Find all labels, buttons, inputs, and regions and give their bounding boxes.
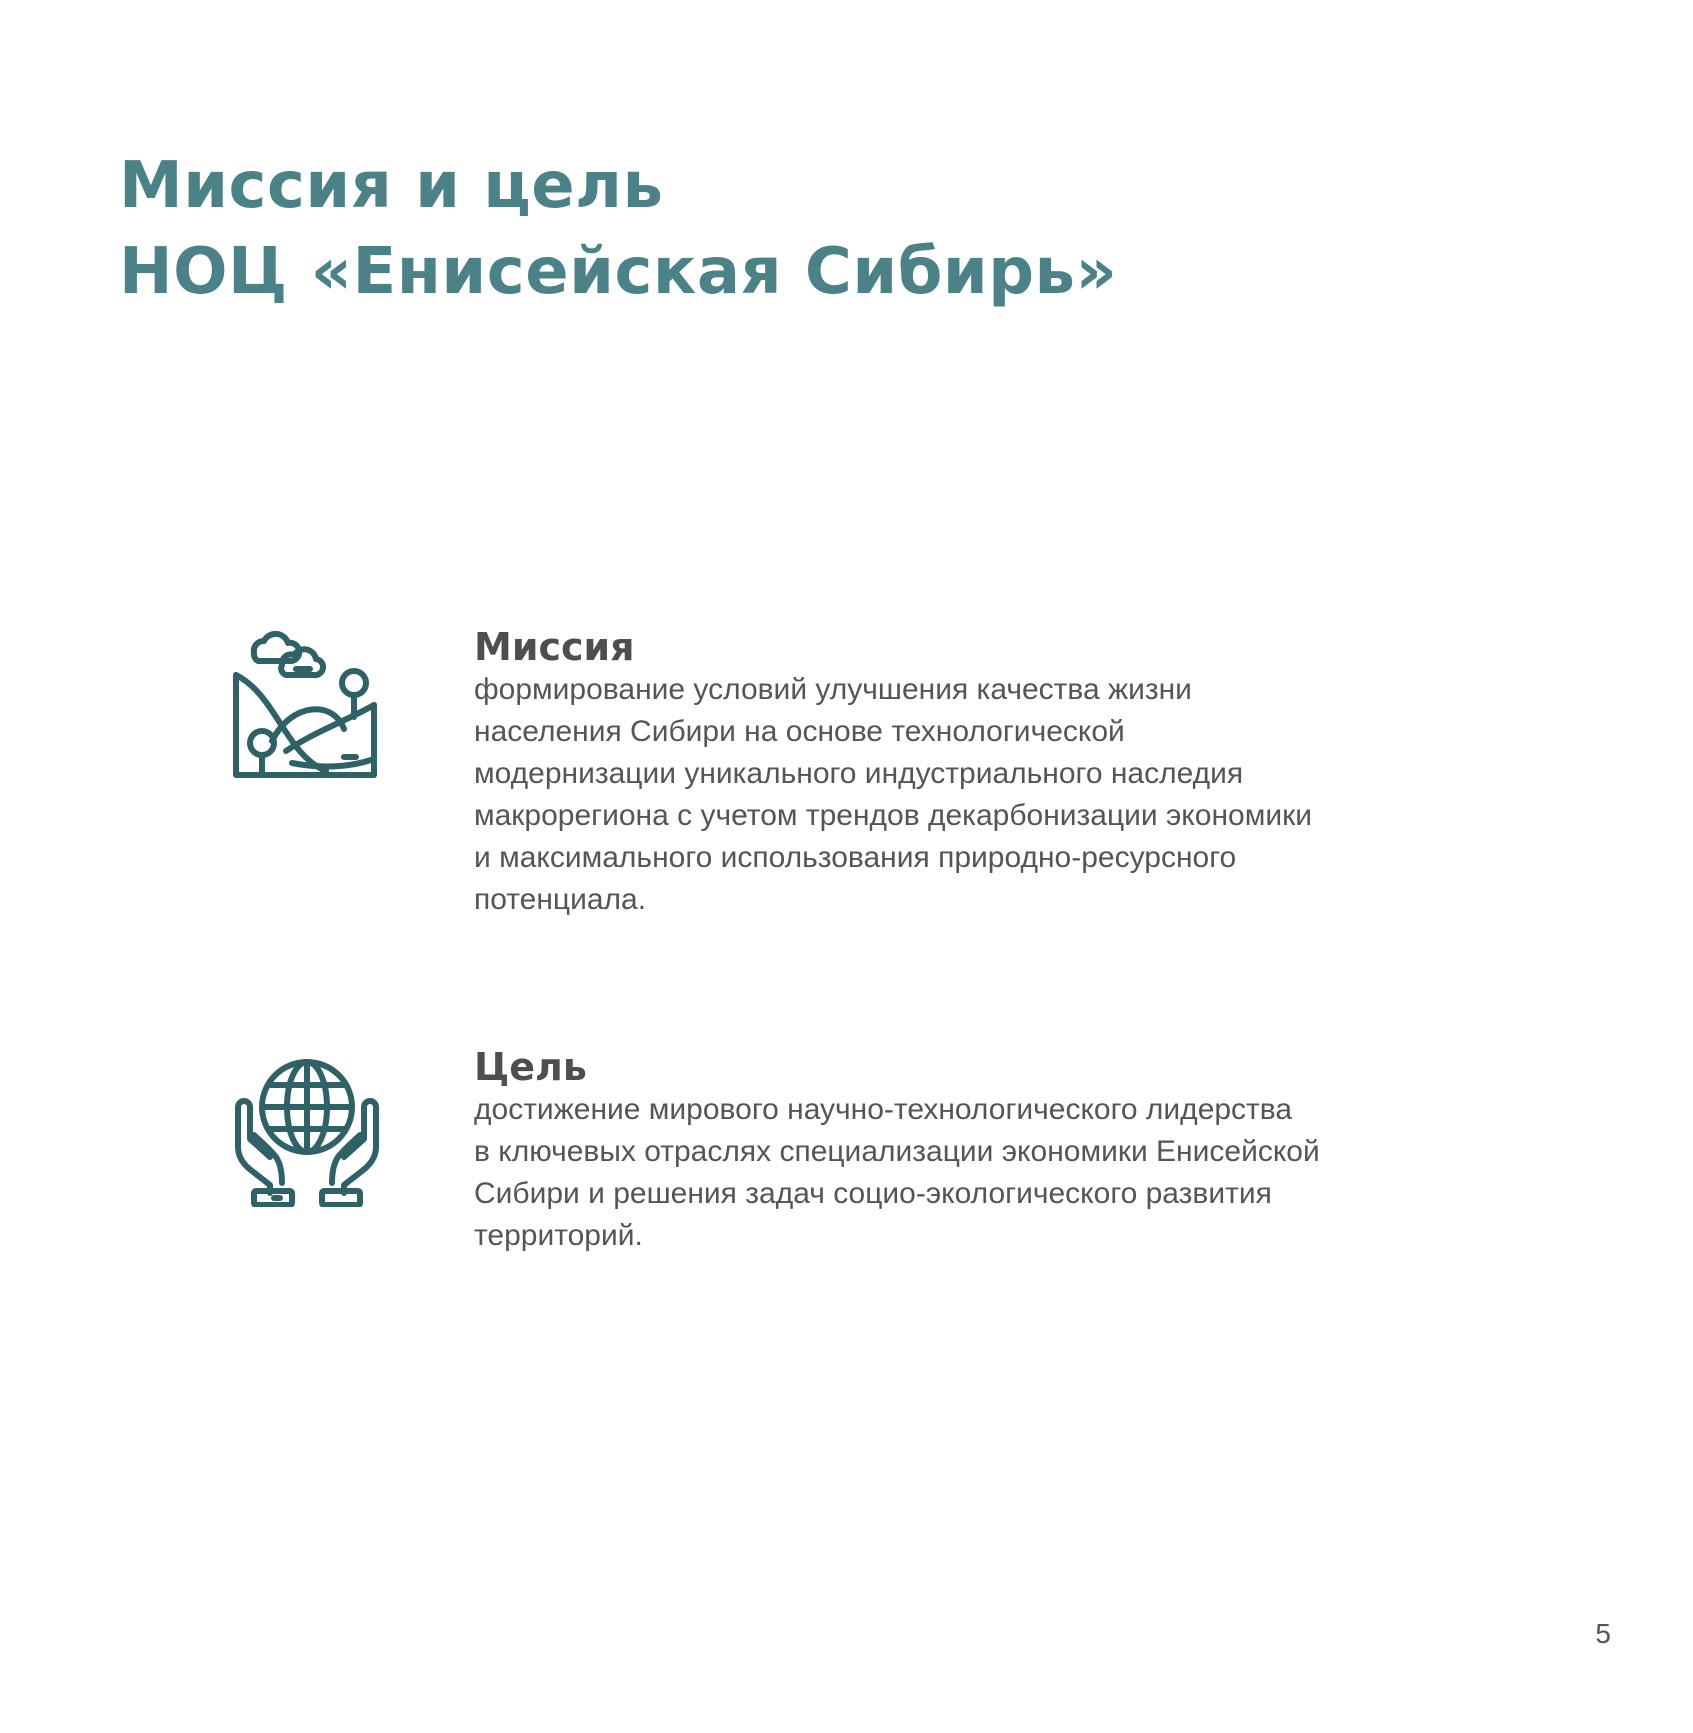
- mission-line-6: потенциала.: [474, 883, 647, 916]
- mission-line-2: населения Сибири на основе технологической: [474, 715, 1125, 748]
- goal-line-3: Сибири и решения задач социо-экологического развития: [474, 1177, 1272, 1210]
- goal-line-1: достижение мирового научно-технологического лидерства: [474, 1093, 1293, 1126]
- page-number: 5: [1595, 1618, 1611, 1649]
- mission-line-1: формирование условий улучшения качества жизни: [474, 673, 1192, 706]
- goal-line-4: территорий.: [474, 1219, 643, 1252]
- goal-line-2: в ключевых отраслях специализации экономики Енисейской: [474, 1135, 1320, 1168]
- landscape-icon: [232, 631, 382, 783]
- goal-heading: Цель: [474, 1045, 587, 1089]
- mission-description: [474, 669, 1354, 921]
- mission-line-4: макрорегиона с учетом трендов декарбонизации экономики: [474, 799, 1312, 832]
- page-title: [119, 143, 1117, 315]
- page-title-line-2: НОЦ «Енисейская Сибирь»: [119, 235, 1118, 309]
- goal-description: [474, 1089, 1354, 1257]
- mission-line-5: и максимального использования природно-ресурсного: [474, 841, 1237, 874]
- globe-in-hands-icon: [232, 1057, 382, 1211]
- mission-line-3: модернизации уникального индустриального наследия: [474, 757, 1244, 790]
- page-title-line-1: Миссия и цель: [119, 149, 664, 223]
- mission-heading: Миссия: [474, 625, 635, 669]
- goal-text: [474, 1045, 1354, 1257]
- mission-text: [474, 625, 1354, 921]
